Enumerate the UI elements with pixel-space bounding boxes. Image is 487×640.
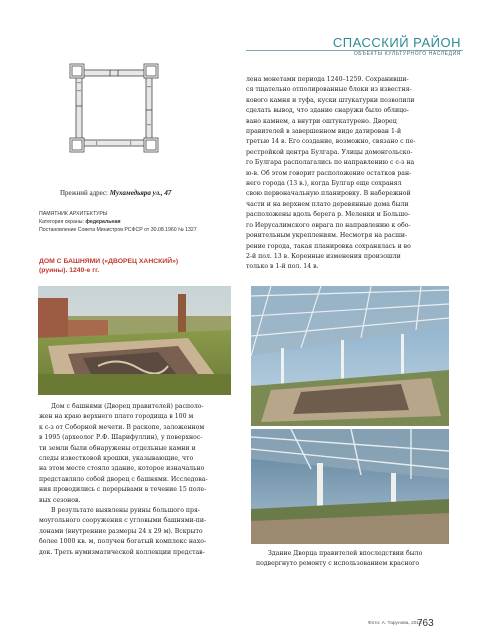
text-line: на этом месте стояло здание, которое изначально	[39, 465, 205, 473]
floor-plan-drawing	[66, 60, 162, 156]
page-header-title: СПАССКИЙ РАЙОН	[332, 35, 461, 50]
photo-credit: Фото: А. Тарунова, 2012	[368, 621, 422, 626]
text-line: вых сезонов.	[39, 496, 81, 504]
text-line: следы известковой крошки, указывающие, что	[39, 455, 194, 463]
text-line: вано камнем, а внутри оштукатурено. Дворец	[246, 117, 397, 125]
text-line: к с-з от Соборной мечети. В раскопе, заложенном	[39, 423, 205, 431]
text-line: го Булгара располагались по направлению с с-з на	[246, 159, 415, 167]
text-line: рение города, такая планировка сохранялась и во	[246, 242, 411, 250]
former-address	[60, 189, 171, 197]
photo-caption	[256, 549, 446, 569]
address-label: Прежний адрес:	[60, 189, 110, 197]
text-line: лонами (внутренние размеры 24 х 29 м). Вскрыто	[39, 527, 203, 535]
page-header-subtitle: ОБЪЕКТЫ КУЛЬТУРНОГО НАСЛЕДИЯ	[353, 51, 461, 57]
text-line: только в 1-й пол. 14 в.	[246, 263, 319, 271]
text-line: него города (13 в.), когда Булгар еще сохранял	[246, 180, 402, 188]
text-line: более 1000 кв. м, получен богатый комплекс нахо-	[39, 538, 207, 546]
monument-type: ПАМЯТНИК АРХИТЕКТУРЫ	[39, 211, 108, 217]
text-line: третью 14 в. Его создание, возможно, связано с пе-	[246, 138, 416, 146]
text-line: представляло собой дворец с башнями. Исследова-	[39, 475, 208, 483]
text-line: лена монетами периода 1240–1259. Сохранивши-	[246, 76, 409, 83]
monument-info	[39, 211, 229, 234]
text-line: ю-в. Об этом говорит расположение остатков ран-	[246, 169, 412, 177]
address-value: Мухамедьяра ул., 47	[109, 189, 172, 197]
photo-protective-canopy	[251, 286, 449, 426]
text-column-left	[39, 402, 235, 558]
text-line: моугольного сооружения с угловыми башнями-пи-	[39, 517, 207, 525]
text-line: 2-й пол. 13 в. Коренные изменения произошли	[246, 252, 401, 260]
text-line: части и на верхнем плато деревянные дома были	[246, 200, 409, 208]
decree-reference: Постановление Совета Министров РСФСР от 30.08.1960 № 1327	[39, 226, 197, 233]
text-line: Дом с башнями (Дворец правителей) располо-	[51, 403, 204, 410]
protection-category: Категория охраны: федеральная	[39, 218, 121, 225]
photo-canopy-columns	[251, 429, 449, 544]
text-line: правителей в завершенном виде датирован 1-й	[246, 128, 402, 136]
text-column-right	[246, 75, 452, 273]
text-line: свою первоначальную планировку. В набережной	[246, 190, 411, 198]
text-line: ния проводились с перерывами в течение 15 поле-	[39, 486, 207, 494]
caption-line: Здание Дворца правителей впоследствии было	[268, 550, 423, 557]
text-line: ти земли были обнаружены отдельные камни и	[39, 444, 196, 452]
text-line: ся тщательно отполированные блоки из известня-	[246, 86, 412, 94]
page-number: 763	[417, 618, 434, 629]
text-line: сделать вывод, что здание снаружи было облицо-	[246, 107, 409, 115]
caption-line: подвергнуто ремонту с использованием красного	[256, 560, 420, 567]
text-line: расположены вдоль берега р. Меленки и Большо-	[246, 211, 410, 219]
section-title: ДОМ С БАШНЯМИ («ДВОРЕЦ ХАНСКИЙ») (руины). 1240-е гг.	[39, 258, 179, 274]
text-line: в 1995 (археолог Р.Ф. Шарифуллин), у поверхнос-	[39, 434, 203, 442]
text-line: жен на краю верхнего плато городища в 100 м	[39, 413, 194, 421]
text-line: В результате выявлены руины большого пря-	[51, 507, 200, 515]
text-line: го Иерусалимского оврага по направлению к обо-	[246, 221, 411, 229]
text-line: рестройкой центра Булгара. Улицы домонгольско-	[246, 148, 413, 156]
text-line: ронительным укреплениям. Несмотря на расши-	[246, 232, 408, 240]
photo-excavation-ruins	[38, 286, 231, 395]
text-line: док. Треть нумизматической коллекции представ-	[39, 548, 205, 556]
text-line: кового камня и туфа, куски штукатурки позволили	[246, 96, 415, 104]
